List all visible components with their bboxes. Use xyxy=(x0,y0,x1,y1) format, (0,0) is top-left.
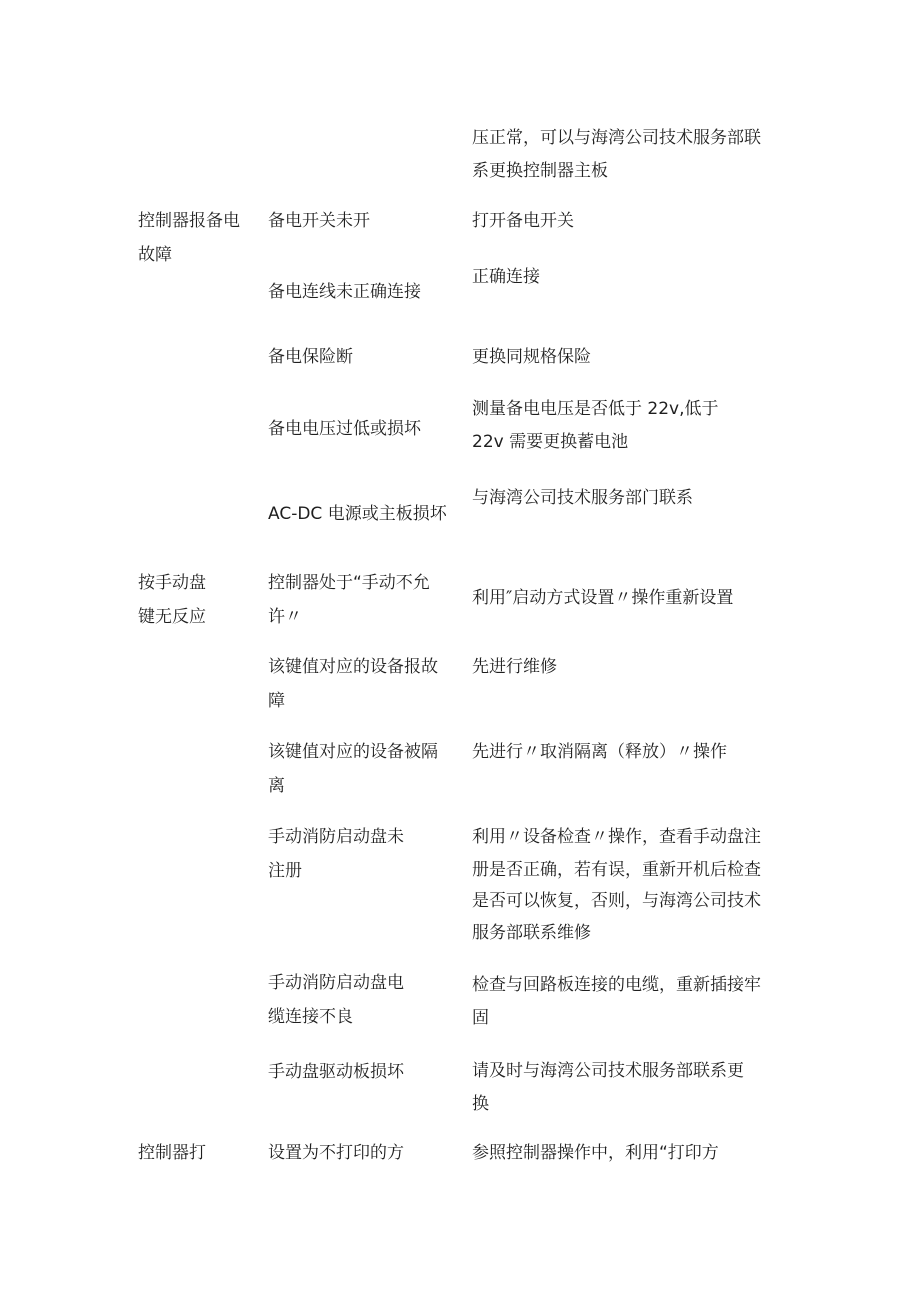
remedy-line: 利用〃设备检查〃操作，查看手动盘注 xyxy=(472,827,761,847)
remedy-line: 固 xyxy=(472,1008,489,1028)
remedy-line: 是否可以恢复，否则，与海湾公司技术 xyxy=(472,891,761,911)
fault-line: 按手动盘 xyxy=(138,573,206,593)
cause-line: 备电电压过低或损坏 xyxy=(268,419,421,439)
remedy-line: 先进行维修 xyxy=(472,657,557,677)
cause-line: 手动消防启动盘未 xyxy=(268,827,404,847)
remedy-line: 利用″启动方式设置〃操作重新设置 xyxy=(472,588,734,608)
cause-line: 手动消防启动盘电 xyxy=(268,973,404,993)
remedy-line: 参照控制器操作中，利用“打印方 xyxy=(472,1143,719,1163)
fault-line: 故障 xyxy=(138,245,172,265)
remedy-line: 检查与回路板连接的电缆，重新插接牢 xyxy=(472,975,761,995)
cause-line: AC-DC 电源或主板损坏 xyxy=(268,504,447,524)
cause-line: 设置为不打印的方 xyxy=(268,1143,404,1163)
cause-line: 障 xyxy=(268,691,285,711)
cause-line: 离 xyxy=(268,776,285,796)
remedy-line: 先进行〃取消隔离（释放）〃操作 xyxy=(472,742,727,762)
remedy-line: 压正常，可以与海湾公司技术服务部联 xyxy=(472,128,761,148)
remedy-line: 换 xyxy=(472,1094,489,1114)
remedy-line: 与海湾公司技术服务部门联系 xyxy=(472,488,693,508)
cause-line: 注册 xyxy=(268,861,302,881)
cause-line: 缆连接不良 xyxy=(268,1007,353,1027)
remedy-line: 打开备电开关 xyxy=(472,211,574,231)
cause-line: 许〃 xyxy=(268,607,302,627)
remedy-line: 更换同规格保险 xyxy=(472,347,591,367)
remedy-line: 测量备电电压是否低于 22v,低于 xyxy=(472,399,719,419)
cause-line: 该键值对应的设备报故 xyxy=(268,657,438,677)
cause-line: 备电连线未正确连接 xyxy=(268,282,421,302)
fault-line: 控制器打 xyxy=(138,1143,206,1163)
cause-line: 备电开关未开 xyxy=(268,211,370,231)
fault-line: 键无反应 xyxy=(138,607,206,627)
remedy-line: 系更换控制器主板 xyxy=(472,161,608,181)
cause-line: 备电保险断 xyxy=(268,347,353,367)
remedy-line: 22v 需要更换蓄电池 xyxy=(472,432,629,452)
cause-line: 手动盘驱动板损坏 xyxy=(268,1062,404,1082)
remedy-line: 请及时与海湾公司技术服务部联系更 xyxy=(472,1061,744,1081)
remedy-line: 服务部联系维修 xyxy=(472,923,591,943)
cause-line: 控制器处于“手动不允 xyxy=(268,573,430,593)
cause-line: 该键值对应的设备被隔 xyxy=(268,742,438,762)
fault-line: 控制器报备电 xyxy=(138,211,240,231)
remedy-line: 正确连接 xyxy=(472,267,540,287)
remedy-line: 册是否正确，若有误，重新开机后检查 xyxy=(472,860,761,880)
